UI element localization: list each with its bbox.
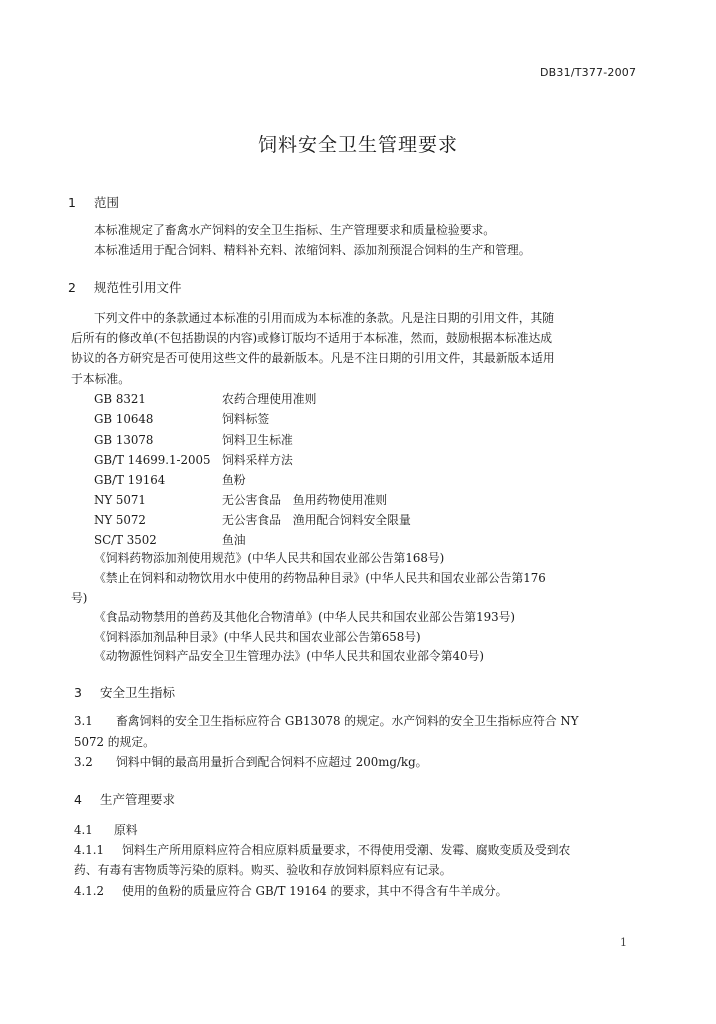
ref-code: GB 10648 <box>94 412 154 426</box>
clause-text: 饲料生产所用原料应符合相应原料质量要求，不得使用受潮、发霉、腐败变质及受到农 <box>122 843 571 857</box>
section-title: 规范性引用文件 <box>94 280 182 295</box>
ref-doc: 《禁止在饲料和动物饮用水中使用的药物品种目录》(中华人民共和国农业部公告第176 <box>94 571 546 585</box>
page-number: 1 <box>620 936 627 949</box>
section-4-heading <box>74 790 175 808</box>
ref-code: SC/T 3502 <box>94 533 157 547</box>
section-2-heading <box>68 278 182 296</box>
section-2-intro-line-1: 下列文件中的条款通过本标准的引用而成为本标准的条款。凡是注日期的引用文件，其随 <box>94 311 555 325</box>
clause-4-1-1-continuation: 药、有毒有害物质等污染的原料。购买、验收和存放饲料原料应有记录。 <box>74 863 452 877</box>
clause-text: 使用的鱼粉的质量应符合 GB/T 19164 的要求，其中不得含有牛羊成分。 <box>122 884 508 898</box>
document-title: 饲料安全卫生管理要求 <box>257 134 458 156</box>
section-3-heading <box>74 683 175 701</box>
clause-number: 4.1.1 <box>74 843 105 857</box>
doc-number: DB31/T377-2007 <box>540 66 637 79</box>
clause-4-1-2 <box>74 879 507 904</box>
ref-code: GB 8321 <box>94 392 146 406</box>
ref-name: 农药合理使用准则 <box>222 392 317 406</box>
ref-code: NY 5072 <box>94 513 146 527</box>
clause-text: 畜禽饲料的安全卫生指标应符合 GB13078 的规定。水产饲料的安全卫生指标应符合 NY <box>116 714 579 728</box>
ref-code: GB/T 14699.1-2005 <box>94 453 211 467</box>
ref-name: 鱼油 <box>222 533 246 547</box>
ref-code: GB 13078 <box>94 433 154 447</box>
section-2-intro-line-2: 后所有的修改单(不包括勘误的内容)或修订版均不适用于本标准，然而，鼓励根据本标准达成 <box>71 331 553 345</box>
ref-doc: 《食品动物禁用的兽药及其他化合物清单》(中华人民共和国农业部公告第193号) <box>94 610 516 624</box>
section-1-heading <box>68 193 119 211</box>
ref-code: NY 5071 <box>94 493 146 507</box>
section-title: 生产管理要求 <box>100 792 176 807</box>
section-title: 安全卫生指标 <box>100 685 176 700</box>
section-1-para-2: 本标准适用于配合饲料、精料补充料、浓缩饲料、添加剂预混合饲料的生产和管理。 <box>94 243 531 257</box>
ref-name: 饲料标签 <box>222 412 270 426</box>
ref-doc: 《饲料添加剂品种目录》(中华人民共和国农业部公告第658号) <box>94 630 421 644</box>
ref-name: 无公害食品 鱼用药物使用准则 <box>222 493 388 507</box>
ref-doc: 《饲料药物添加剂使用规范》(中华人民共和国农业部公告第168号) <box>94 551 445 565</box>
ref-name: 饲料采样方法 <box>222 453 293 467</box>
section-number: 2 <box>68 280 76 295</box>
clause-number: 3.1 <box>74 714 93 728</box>
ref-name: 无公害食品 渔用配合饲料安全限量 <box>222 513 411 527</box>
section-2-intro-line-4: 于本标准。 <box>71 372 130 386</box>
ref-code: GB/T 19164 <box>94 473 166 487</box>
clause-number: 4.1.2 <box>74 884 105 898</box>
clause-text: 饲料中铜的最高用量折合到配合饲料不应超过 200mg/kg。 <box>116 755 428 769</box>
clause-3-1-continuation: 5072 的规定。 <box>74 735 155 749</box>
section-number: 4 <box>74 792 82 807</box>
ref-name: 鱼粉 <box>222 473 246 487</box>
section-2-intro-line-3: 协议的各方研究是否可使用这些文件的最新版本。凡是不注日期的引用文件，其最新版本适用 <box>71 351 555 365</box>
clause-number: 3.2 <box>74 755 93 769</box>
ref-doc: 《动物源性饲料产品安全卫生管理办法》(中华人民共和国农业部令第40号) <box>94 649 484 663</box>
subsection-number: 4.1 <box>74 823 93 837</box>
subsection-title: 原料 <box>114 823 138 837</box>
section-number: 1 <box>68 195 76 210</box>
section-number: 3 <box>74 685 82 700</box>
ref-doc-continuation: 号) <box>71 591 88 605</box>
section-1-para-1: 本标准规定了畜禽水产饲料的安全卫生指标、生产管理要求和质量检验要求。 <box>94 223 496 237</box>
ref-name: 饲料卫生标准 <box>222 433 293 447</box>
section-title: 范围 <box>94 195 120 210</box>
clause-3-2 <box>74 750 427 775</box>
